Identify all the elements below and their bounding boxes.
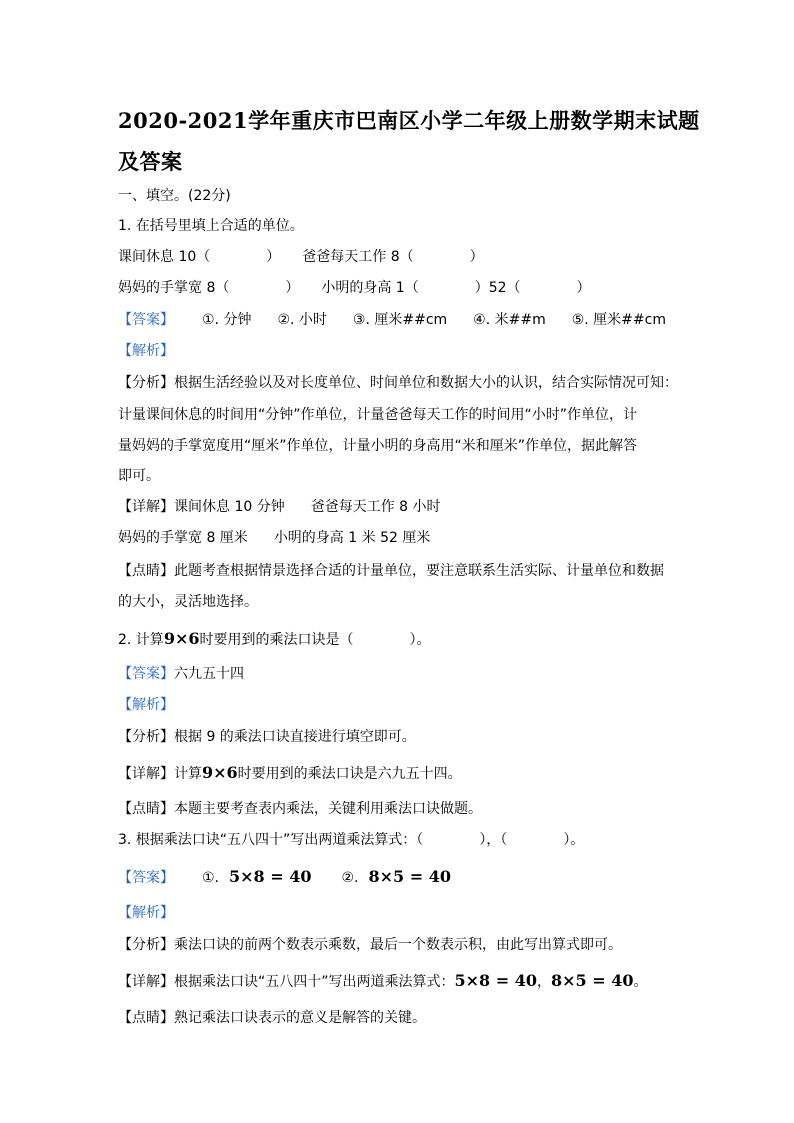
dianjing-tag: 【点睛】 bbox=[118, 801, 174, 817]
answer-tag: 【答案】 bbox=[118, 666, 174, 682]
q1-row1 bbox=[118, 247, 484, 267]
q1-answer-4: ④. 米##m bbox=[473, 312, 546, 328]
xiangjie-tag: 【详解】 bbox=[118, 766, 174, 782]
q1-xiangjie-1 bbox=[118, 497, 441, 517]
q2-dianjing-text: 本题主要考查表内乘法，关键利用乘法口诀做题。 bbox=[174, 801, 482, 817]
xiangjie-tag: 【详解】 bbox=[118, 499, 174, 515]
q2-jiexi-tag: 【解析】 bbox=[118, 697, 174, 713]
q1-row2-b-end: ） bbox=[576, 280, 591, 296]
q2-xiangjie-post: 时要用到的乘法口诀是六九五十四。 bbox=[237, 766, 462, 782]
q3-jiexi-tag: 【解析】 bbox=[118, 905, 174, 921]
q1-answer bbox=[118, 310, 666, 330]
q2-answer-text: 六九五十四 bbox=[174, 666, 244, 682]
q1-fenxi-3: 量妈妈的手掌宽度用“厘米”作单位，计量小明的身高用“米和厘米”作单位，据此解答 bbox=[118, 438, 638, 454]
q1-row2 bbox=[118, 278, 591, 298]
q1-xiangjie-2 bbox=[118, 528, 430, 548]
q1-fenxi-4: 即可。 bbox=[118, 468, 160, 484]
xiangjie-tag: 【详解】 bbox=[118, 974, 174, 990]
q1-row2-b-mid: ）52（ bbox=[474, 280, 521, 296]
q2-xiangjie bbox=[118, 763, 462, 784]
doc-title-line1: 2020-2021学年重庆市巴南区小学二年级上册数学期末试题 bbox=[118, 108, 700, 133]
q1-xiangjie-1b: 爸爸每天工作 8 小时 bbox=[310, 499, 441, 515]
q3-answer-2: 8×5 = 40 bbox=[368, 867, 451, 886]
q3-answer-2-label: ②. bbox=[341, 870, 359, 886]
q1-xiangjie-1a: 课间休息 10 分钟 bbox=[174, 499, 285, 515]
q1-dianjing-text-1: 此题考查根据情景选择合适的计量单位，要注意联系生活实际、计量单位和数据 bbox=[174, 563, 664, 579]
q1-row2-b: 小明的身高 1（ bbox=[321, 280, 419, 296]
q2-stem bbox=[118, 629, 430, 650]
q2-dianjing bbox=[118, 799, 482, 819]
q3-dianjing-text: 熟记乘法口诀表示的意义是解答的关键。 bbox=[174, 1010, 426, 1026]
q3-answer-1-label: ①. bbox=[202, 870, 220, 886]
q2-expr: 9×6 bbox=[163, 629, 200, 648]
q1-row1-a-end: ） bbox=[266, 249, 281, 265]
q1-answer-3: ③. 厘米##cm bbox=[352, 312, 448, 328]
q3-stem-pre: 3. 根据乘法口诀“五八四十”写出两道乘法算式：（ bbox=[118, 832, 424, 848]
q2-stem-end: ）。 bbox=[409, 632, 431, 648]
q1-fenxi-text-1: 根据生活经验以及对长度单位、时间单位和数据大小的认识，结合实际情况可知： bbox=[174, 375, 678, 391]
q3-stem-end: ）。 bbox=[563, 832, 585, 848]
q3-stem-mid: ），（ bbox=[479, 832, 508, 848]
q3-xiangjie-end: 。 bbox=[633, 974, 648, 990]
dianjing-tag: 【点睛】 bbox=[118, 1010, 174, 1026]
q1-row2-a-end: ） bbox=[285, 280, 300, 296]
q1-answer-2: ②. 小时 bbox=[277, 312, 327, 328]
q2-xiangjie-pre: 计算 bbox=[174, 766, 202, 782]
q2-answer bbox=[118, 664, 244, 684]
fenxi-tag: 【分析】 bbox=[118, 729, 174, 745]
q3-answer bbox=[118, 867, 451, 888]
q1-row1-b-end: ） bbox=[469, 249, 484, 265]
dianjing-tag: 【点睛】 bbox=[118, 563, 174, 579]
doc-title-line2: 及答案 bbox=[118, 149, 183, 174]
q3-xiangjie-pre: 根据乘法口诀“五八四十”写出两道乘法算式： bbox=[174, 974, 455, 990]
section-heading: 一、填空。(22分) bbox=[118, 188, 231, 204]
q1-answer-5: ⑤. 厘米##cm bbox=[571, 312, 666, 328]
answer-tag: 【答案】 bbox=[118, 870, 174, 886]
q2-fenxi bbox=[118, 727, 416, 747]
q3-fenxi-text: 乘法口诀的前两个数表示乘数，最后一个数表示积，由此写出算式即可。 bbox=[174, 937, 622, 953]
q1-row1-a: 课间休息 10（ bbox=[118, 249, 211, 265]
q1-row2-a: 妈妈的手掌宽 8（ bbox=[118, 280, 230, 296]
q1-jiexi-tag: 【解析】 bbox=[118, 343, 174, 359]
q1-xiangjie-2b: 小明的身高 1 米 52 厘米 bbox=[273, 530, 431, 546]
q3-xiangjie-sep: ， bbox=[537, 974, 551, 990]
q3-answer-1: 5×8 = 40 bbox=[229, 867, 312, 886]
q1-xiangjie-2a: 妈妈的手掌宽 8 厘米 bbox=[118, 530, 248, 546]
q1-dianjing-2: 的大小，灵活地选择。 bbox=[118, 594, 258, 610]
q1-fenxi-2: 计量课间休息的时间用“分钟”作单位，计量爸爸每天工作的时间用“小时”作单位，计 bbox=[118, 407, 638, 423]
q2-xiangjie-expr: 9×6 bbox=[202, 763, 238, 782]
fenxi-tag: 【分析】 bbox=[118, 937, 174, 953]
q3-xiangjie bbox=[118, 971, 647, 992]
q3-fenxi bbox=[118, 935, 622, 955]
q1-stem: 1. 在括号里填上合适的单位。 bbox=[118, 218, 304, 234]
q1-row1-b: 爸爸每天工作 8（ bbox=[302, 249, 414, 265]
q2-stem-pre: 2. 计算 bbox=[118, 632, 164, 648]
q1-answer-1: ①. 分钟 bbox=[202, 312, 252, 328]
q3-stem bbox=[118, 830, 584, 850]
q1-dianjing-1 bbox=[118, 561, 664, 581]
q3-xiangjie-expr1: 5×8 = 40 bbox=[454, 971, 537, 990]
q2-stem-post: 时要用到的乘法口诀是（ bbox=[199, 632, 354, 648]
q1-fenxi-1 bbox=[118, 373, 678, 393]
q3-xiangjie-expr2: 8×5 = 40 bbox=[551, 971, 634, 990]
fenxi-tag: 【分析】 bbox=[118, 375, 174, 391]
q3-dianjing bbox=[118, 1008, 426, 1028]
q2-fenxi-text: 根据 9 的乘法口诀直接进行填空即可。 bbox=[174, 729, 416, 745]
answer-tag: 【答案】 bbox=[118, 312, 174, 328]
